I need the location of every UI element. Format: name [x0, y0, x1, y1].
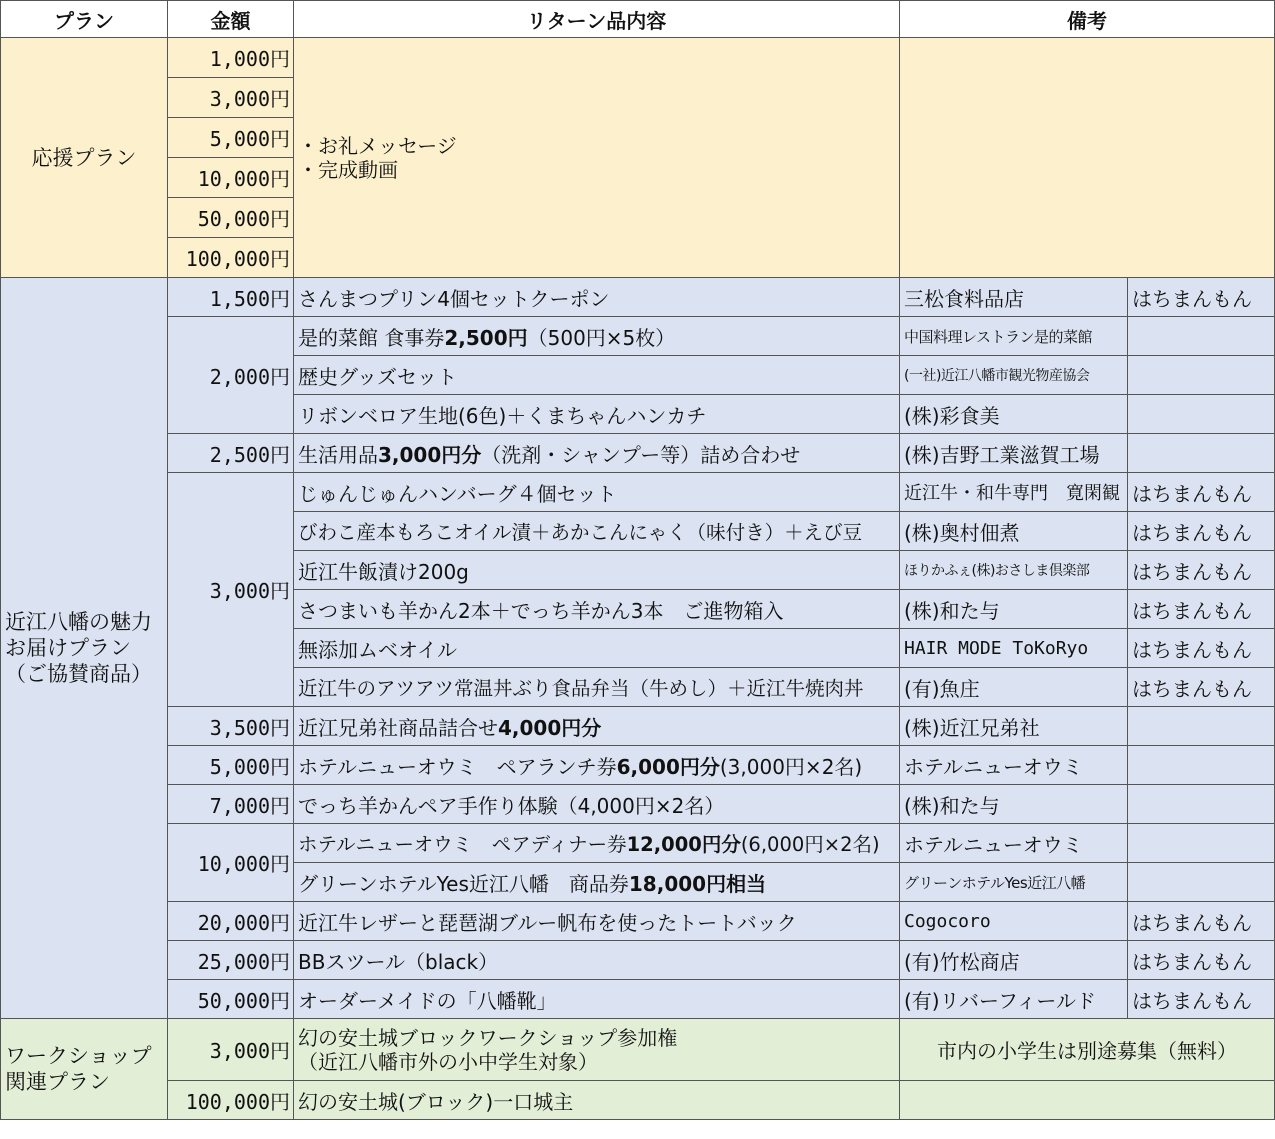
- supplier-cell: (株)奥村佃煮: [900, 512, 1128, 551]
- header-row: [1, 1, 1275, 38]
- plan-name-line: ワークショップ: [5, 1044, 152, 1068]
- table-row: [1, 1081, 1275, 1120]
- item-text: グリーンホテルYes近江八幡 商品券: [298, 871, 629, 896]
- tag-cell: [1128, 395, 1275, 434]
- table-row: [1, 38, 1275, 78]
- amount-cell: 2,000円: [168, 317, 294, 434]
- item-text: ホテルニューオウミ ペアランチ券: [298, 754, 617, 779]
- item-cell: 近江牛飯漬け200g: [294, 551, 900, 590]
- tag-cell: [1128, 746, 1275, 785]
- item-cell: [294, 434, 900, 473]
- table-row: [1, 707, 1275, 746]
- plan-name-line: （ご協賛商品）: [5, 662, 152, 686]
- supplier-cell: ほりかふぇ(株)おさしま倶楽部: [900, 551, 1128, 590]
- tag-cell: [1128, 707, 1275, 746]
- item-cell: びわこ産本もろこオイル漬＋あかこんにゃく（味付き）＋えび豆: [294, 512, 900, 551]
- supplier-cell: (有)魚庄: [900, 668, 1128, 707]
- supplier-cell: HAIR MODE ToKoRyo: [900, 629, 1128, 668]
- supplier-cell: (株)吉野工業滋賀工場: [900, 434, 1128, 473]
- item-cell: 幻の安土城(ブロック)一口城主: [294, 1081, 900, 1120]
- item-cell: BBスツール（black）: [294, 941, 900, 980]
- item-highlight: 3,000円分: [378, 442, 482, 467]
- tag-cell: [1128, 434, 1275, 473]
- item-cell: さつまいも羊かん2本＋でっち羊かん3本 ご進物箱入: [294, 590, 900, 629]
- amount-cell: 10,000円: [168, 824, 294, 902]
- item-text: (3,000円×2名): [719, 754, 863, 779]
- supplier-cell: (有)リバーフィールド: [900, 980, 1128, 1019]
- supplier-cell: (一社)近江八幡市観光物産協会: [900, 356, 1128, 395]
- item-cell: [294, 746, 900, 785]
- supplier-cell: 三松食料品店: [900, 278, 1128, 317]
- header-amount: 金額: [168, 1, 294, 38]
- plan-name-work: [1, 1019, 168, 1120]
- item-cell: 無添加ムベオイル: [294, 629, 900, 668]
- item-cell: でっち羊かんペア手作り体験（4,000円×2名）: [294, 785, 900, 824]
- item-cell: 近江牛レザーと琵琶湖ブルー帆布を使ったトートバック: [294, 902, 900, 941]
- item-cell: 近江牛のアツアツ常温丼ぶり食品弁当（牛めし）＋近江牛焼肉丼: [294, 668, 900, 707]
- plan-name-line: お届けプラン: [5, 636, 131, 660]
- item-cell: [294, 317, 900, 356]
- supplier-cell: 中国料理レストラン是的菜館: [900, 317, 1128, 356]
- table-row: [1, 746, 1275, 785]
- supplier-cell: グリーンホテルYes近江八幡: [900, 863, 1128, 902]
- amount-cell: 2,500円: [168, 434, 294, 473]
- amount-cell: 1,000円: [168, 38, 294, 78]
- item-text: (6,000円×2名): [740, 833, 880, 856]
- supplier-cell: (株)和た与: [900, 590, 1128, 629]
- ouen-notes: [900, 38, 1275, 278]
- item-text: （500円×5枚）: [527, 325, 676, 350]
- item-cell: [294, 824, 900, 863]
- tag-cell: はちまんもん: [1128, 629, 1275, 668]
- supplier-cell: (株)彩食美: [900, 395, 1128, 434]
- amount-cell: 1,500円: [168, 278, 294, 317]
- item-cell: リボンベロア生地(6色)＋くまちゃんハンカチ: [294, 395, 900, 434]
- amount-cell: 50,000円: [168, 198, 294, 238]
- table-row: [1, 278, 1275, 317]
- item-text: 生活用品: [298, 442, 378, 467]
- item-text: ホテルニューオウミ ペアディナー券: [298, 833, 627, 856]
- amount-cell: 20,000円: [168, 902, 294, 941]
- item-highlight: 18,000円相当: [628, 871, 767, 896]
- supplier-cell: (株)近江兄弟社: [900, 707, 1128, 746]
- ouen-contents: [294, 38, 900, 278]
- header-returns: リターン品内容: [294, 1, 900, 38]
- tag-cell: はちまんもん: [1128, 512, 1275, 551]
- item-highlight: 2,500円: [444, 325, 528, 350]
- table-row: [1, 317, 1275, 356]
- table-row: [1, 941, 1275, 980]
- tag-cell: はちまんもん: [1128, 980, 1275, 1019]
- tag-cell: はちまんもん: [1128, 473, 1275, 512]
- tag-cell: [1128, 317, 1275, 356]
- tag-cell: [1128, 824, 1275, 863]
- amount-cell: 100,000円: [168, 238, 294, 278]
- supplier-cell: Cogocoro: [900, 902, 1128, 941]
- note-cell: 市内の小学生は別途募集（無料）: [900, 1019, 1275, 1081]
- amount-cell: 3,000円: [168, 78, 294, 118]
- item-text: 是的菜館 食事券: [298, 325, 445, 350]
- supplier-cell: (株)和た与: [900, 785, 1128, 824]
- tag-cell: はちまんもん: [1128, 551, 1275, 590]
- amount-cell: 5,000円: [168, 746, 294, 785]
- note-cell: [900, 1081, 1275, 1120]
- item-cell: [294, 1019, 900, 1081]
- ouen-content-line: ・お礼メッセージ: [298, 133, 457, 158]
- item-highlight: 12,000円分: [626, 833, 741, 856]
- header-plan: プラン: [1, 1, 168, 38]
- amount-cell: 3,500円: [168, 707, 294, 746]
- tag-cell: [1128, 785, 1275, 824]
- tag-cell: [1128, 356, 1275, 395]
- table-row: [1, 902, 1275, 941]
- amount-cell: 25,000円: [168, 941, 294, 980]
- amount-cell: 5,000円: [168, 118, 294, 158]
- amount-cell: 3,000円: [168, 1019, 294, 1081]
- table-row: [1, 434, 1275, 473]
- amount-cell: 50,000円: [168, 980, 294, 1019]
- table-row: [1, 980, 1275, 1019]
- item-highlight: 6,000円分: [616, 754, 720, 779]
- amount-cell: 10,000円: [168, 158, 294, 198]
- item-cell: 歴史グッズセット: [294, 356, 900, 395]
- plan-name-line: 近江八幡の魅力: [5, 610, 152, 634]
- item-cell: さんまつプリン4個セットクーポン: [294, 278, 900, 317]
- tag-cell: はちまんもん: [1128, 590, 1275, 629]
- amount-cell: 7,000円: [168, 785, 294, 824]
- tag-cell: はちまんもん: [1128, 902, 1275, 941]
- tag-cell: [1128, 863, 1275, 902]
- tag-cell: はちまんもん: [1128, 941, 1275, 980]
- table-row: [1, 1019, 1275, 1081]
- tag-cell: はちまんもん: [1128, 668, 1275, 707]
- item-cell: [294, 863, 900, 902]
- header-notes: 備考: [900, 1, 1275, 38]
- item-cell: [294, 707, 900, 746]
- table-row: [1, 473, 1275, 512]
- supplier-cell: ホテルニューオウミ: [900, 746, 1128, 785]
- item-line: 幻の安土城ブロックワークショップ参加権: [298, 1025, 678, 1050]
- supplier-cell: (有)竹松商店: [900, 941, 1128, 980]
- item-text: （洗剤・シャンプー等）詰め合わせ: [481, 442, 801, 467]
- supplier-cell: 近江牛・和牛専門 寛閑観: [900, 473, 1128, 512]
- table-row: [1, 785, 1275, 824]
- tag-cell: はちまんもん: [1128, 278, 1275, 317]
- item-text: 近江兄弟社商品詰合せ: [298, 715, 498, 740]
- amount-cell: 3,000円: [168, 473, 294, 707]
- plan-name-ouen: 応援プラン: [1, 38, 168, 278]
- item-highlight: 4,000円分: [498, 715, 602, 740]
- ouen-content-line: ・完成動画: [298, 157, 398, 182]
- item-cell: オーダーメイドの「八幡靴」: [294, 980, 900, 1019]
- supplier-cell: ホテルニューオウミ: [900, 824, 1128, 863]
- amount-cell: 100,000円: [168, 1081, 294, 1120]
- item-line: （近江八幡市外の小中学生対象）: [298, 1049, 598, 1074]
- plan-name-miryoku: [1, 278, 168, 1019]
- plan-name-line: 関連プラン: [5, 1070, 110, 1094]
- table-row: [1, 824, 1275, 863]
- item-cell: じゅんじゅんハンバーグ４個セット: [294, 473, 900, 512]
